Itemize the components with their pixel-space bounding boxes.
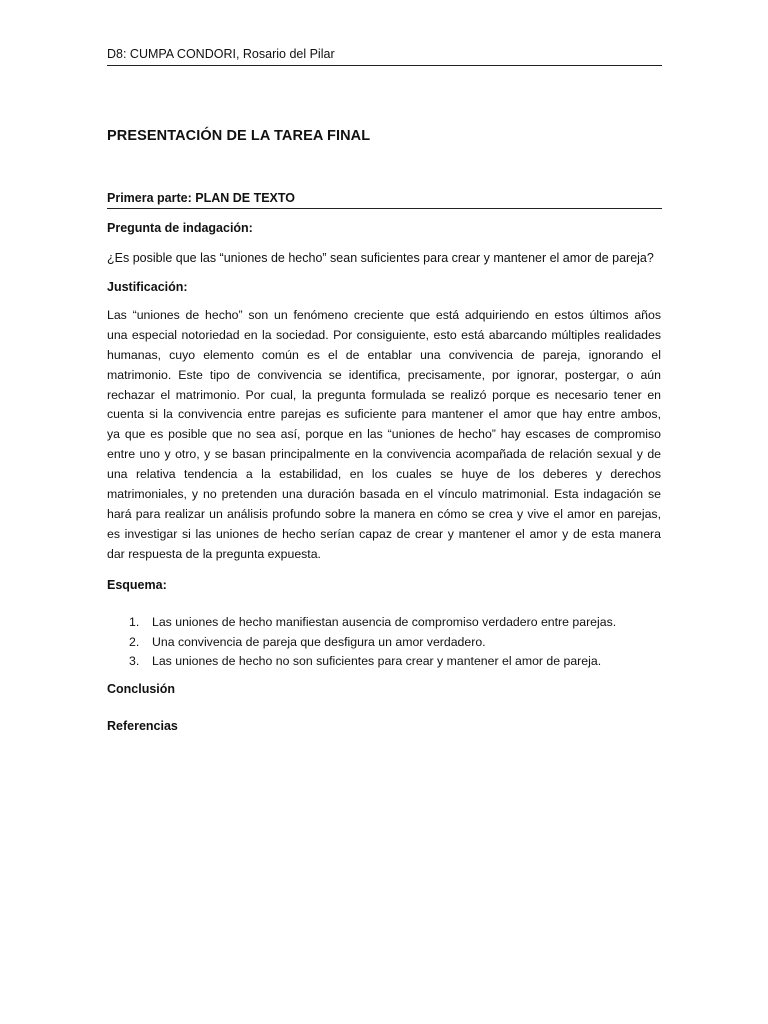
list-number: 1. bbox=[129, 615, 140, 629]
document-title: PRESENTACIÓN DE LA TAREA FINAL bbox=[107, 128, 371, 144]
part-heading: Primera parte: PLAN DE TEXTO bbox=[107, 190, 662, 209]
paragraph-line: ya que es posible que no sea así, porque en las “uniones de hecho” hay escases de compromiso bbox=[107, 427, 661, 442]
paragraph-line: dar respuesta de la pregunta expuesta. bbox=[107, 546, 321, 561]
paragraph-line: matrimonio. Este tipo de convivencia se identifica, precisamente, por ignorar, postergar, o aún bbox=[107, 367, 661, 382]
scheme-heading: Esquema: bbox=[107, 578, 167, 592]
list-item-text: Las uniones de hecho no son suficientes para crear y mantener el amor de pareja. bbox=[152, 654, 602, 669]
references-heading: Referencias bbox=[107, 719, 178, 733]
conclusion-heading: Conclusión bbox=[107, 682, 176, 696]
document-header: D8: CUMPA CONDORI, Rosario del Pilar bbox=[107, 46, 662, 66]
list-item bbox=[107, 633, 662, 653]
list-number: 2. bbox=[129, 634, 140, 649]
paragraph-line: una especial notoriedad en la sociedad. Por consiguiente, esto está abarcando múltiples realidades bbox=[107, 327, 661, 342]
justification-paragraph bbox=[107, 306, 661, 565]
paragraph-line: hará para realizar un análisis profundo sobre la manera en cómo se crea y vive el amor en parejas, bbox=[107, 506, 661, 521]
list-item bbox=[107, 652, 662, 672]
research-question: ¿Es posible que las “uniones de hecho” sean suficientes para crear y mantener el amor de pareja? bbox=[107, 251, 654, 265]
paragraph-line: cuenta si la convivencia entre parejas es suficiente para mantener el amor que hay entre ambos, bbox=[107, 407, 661, 422]
question-heading: Pregunta de indagación: bbox=[107, 221, 253, 235]
list-number: 3. bbox=[129, 654, 140, 669]
paragraph-line: humanas, cuyo elemento común es el de entablar una convivencia de pareja, ignorando el bbox=[107, 347, 661, 362]
scheme-list bbox=[107, 613, 662, 672]
paragraph-line: es investigar si las uniones de hecho serían capaz de crear y mantener el amor y de esta manera bbox=[107, 526, 661, 541]
paragraph-line: una relativa tendencia a la estabilidad, en los cuales se huye de los deberes y derechos bbox=[107, 467, 661, 482]
list-item bbox=[107, 613, 662, 633]
list-item-text: Las uniones de hecho manifiestan ausencia de compromiso verdadero entre parejas. bbox=[152, 615, 617, 629]
paragraph-line: Las “uniones de hecho” son un fenómeno creciente que está adquiriendo en estos últimos años bbox=[107, 308, 661, 322]
justification-heading: Justificación: bbox=[107, 280, 188, 294]
paragraph-line: rechazar el matrimonio. Por cual, la pregunta formulada se realizó porque es necesario tener en bbox=[107, 387, 661, 402]
paragraph-line: matrimoniales, y no pretenden una duración basada en el vínculo matrimonial. Esta indagación se bbox=[107, 487, 661, 502]
list-item-text: Una convivencia de pareja que desfigura un amor verdadero. bbox=[152, 634, 486, 649]
paragraph-line: entre uno y otro, y se basan principalmente en la convivencia acompañada de relación sexual y de bbox=[107, 447, 661, 462]
